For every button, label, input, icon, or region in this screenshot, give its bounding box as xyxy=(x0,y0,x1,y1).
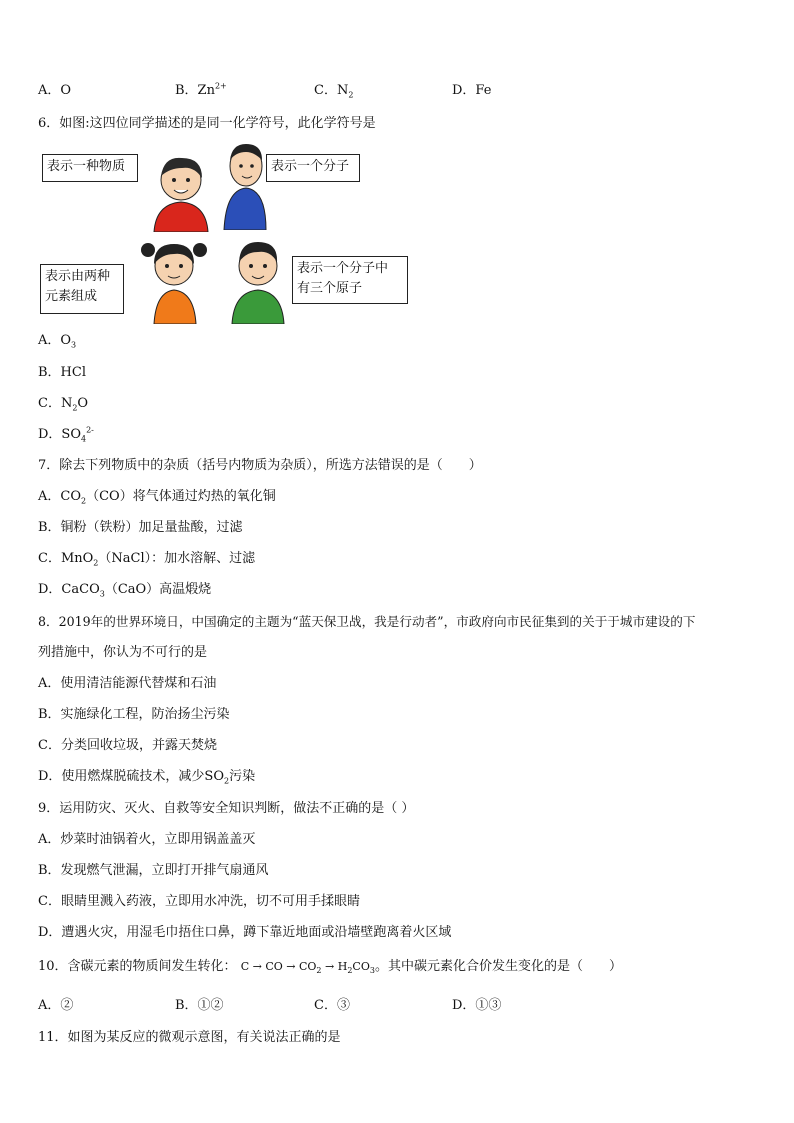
q10-option-a: A．② xyxy=(38,998,74,1013)
speech-bubble-top-right: 表示一个分子 xyxy=(266,154,360,182)
q6-option-d: D．$SO_4^{2-}$ xyxy=(38,425,94,444)
kid-girl-orange-shirt-illustration xyxy=(136,234,216,324)
q10-option-c: C．③ xyxy=(314,998,350,1013)
q7-option-b: B．铜粉（铁粉）加足量盐酸，过滤 xyxy=(38,520,243,535)
q7-option-a: A．$CO_2(CO)$将气体通过灼热的氧化铜 xyxy=(38,489,276,506)
q5-options xyxy=(38,82,598,100)
q9-option-d: D．遭遇火灾，用湿毛巾捂住口鼻，蹲下靠近地面或沿墙壁跑离着火区域 xyxy=(38,925,452,940)
speech-bubble-bottom-left: 表示由两种 元素组成 xyxy=(40,264,124,314)
q8-option-c: C．分类回收垃圾，并露天焚烧 xyxy=(38,738,217,753)
q6-figure xyxy=(38,138,418,328)
q10-conversion-chain: C → CO → $CO_2 \to H_2CO_3$ xyxy=(240,960,375,976)
q5-option-c: C．$N_2$ xyxy=(314,83,354,100)
q8-stem-line-2: 列措施中，你认为不可行的是 xyxy=(38,645,208,660)
speech-bubble-bottom-right: 表示一个分子中 有三个原子 xyxy=(292,256,408,304)
kid-boy-green-shirt-illustration xyxy=(224,234,294,324)
q6-option-a: A．$O_3$ xyxy=(38,333,77,350)
q6-stem: 6．如图:这四位同学描述的是同一化学符号，此化学符号是 xyxy=(38,116,376,131)
q9-option-a: A．炒菜时油锅着火，立即用锅盖盖灭 xyxy=(38,832,256,847)
q8-option-b: B．实施绿化工程，防治扬尘污染 xyxy=(38,707,230,722)
q10-stem: 10．含碳元素的物质间发生转化： C → CO → $CO_2 \to H_2CO_3$。其中碳元素化合价发生变化的是（ ） xyxy=(38,959,622,976)
q11-stem: 11．如图为某反应的微观示意图，有关说法正确的是 xyxy=(38,1030,341,1045)
q8-option-a: A．使用清洁能源代替煤和石油 xyxy=(38,676,217,691)
q7-stem: 7．除去下列物质中的杂质（括号内物质为杂质），所选方法错误的是（ ） xyxy=(38,458,482,473)
q10-option-d: D．①③ xyxy=(452,998,502,1013)
q5-option-b: B．$Zn^{2+}$ xyxy=(175,81,227,98)
q10-options xyxy=(38,997,598,1015)
q6-option-b: B．HCl xyxy=(38,365,86,380)
q9-option-b: B．发现燃气泄漏，立即打开排气扇通风 xyxy=(38,863,269,878)
q7-option-d: D．CaCO$_3$（CaO）高温煅烧 xyxy=(38,582,212,599)
q9-stem: 9．运用防灾、灭火、自救等安全知识判断，做法不正确的是（ ） xyxy=(38,801,415,816)
q5-option-a: A．O xyxy=(38,83,72,98)
q7-option-c: C．MnO$_2$（NaCl）：加水溶解、过滤 xyxy=(38,551,256,568)
q9-option-c: C．眼睛里溅入药液，立即用水冲洗，切不可用手揉眼睛 xyxy=(38,894,360,909)
q5-option-d: D．Fe xyxy=(452,83,492,98)
speech-bubble-top-left: 表示一种物质 xyxy=(42,154,138,182)
q6-option-c: C．$N_2O$ xyxy=(38,396,89,413)
q10-option-b: B．①② xyxy=(175,998,224,1013)
q8-stem-line-1: 8．2019年的世界环境日，中国确定的主题为“蓝天保卫战，我是行动者”，市政府向市民征集到的关于于城市建设的下 xyxy=(38,614,696,629)
q8-option-d: D．使用燃煤脱硫技术，减少$SO_2$污染 xyxy=(38,769,256,786)
kid-boy-red-shirt-illustration xyxy=(146,152,216,232)
